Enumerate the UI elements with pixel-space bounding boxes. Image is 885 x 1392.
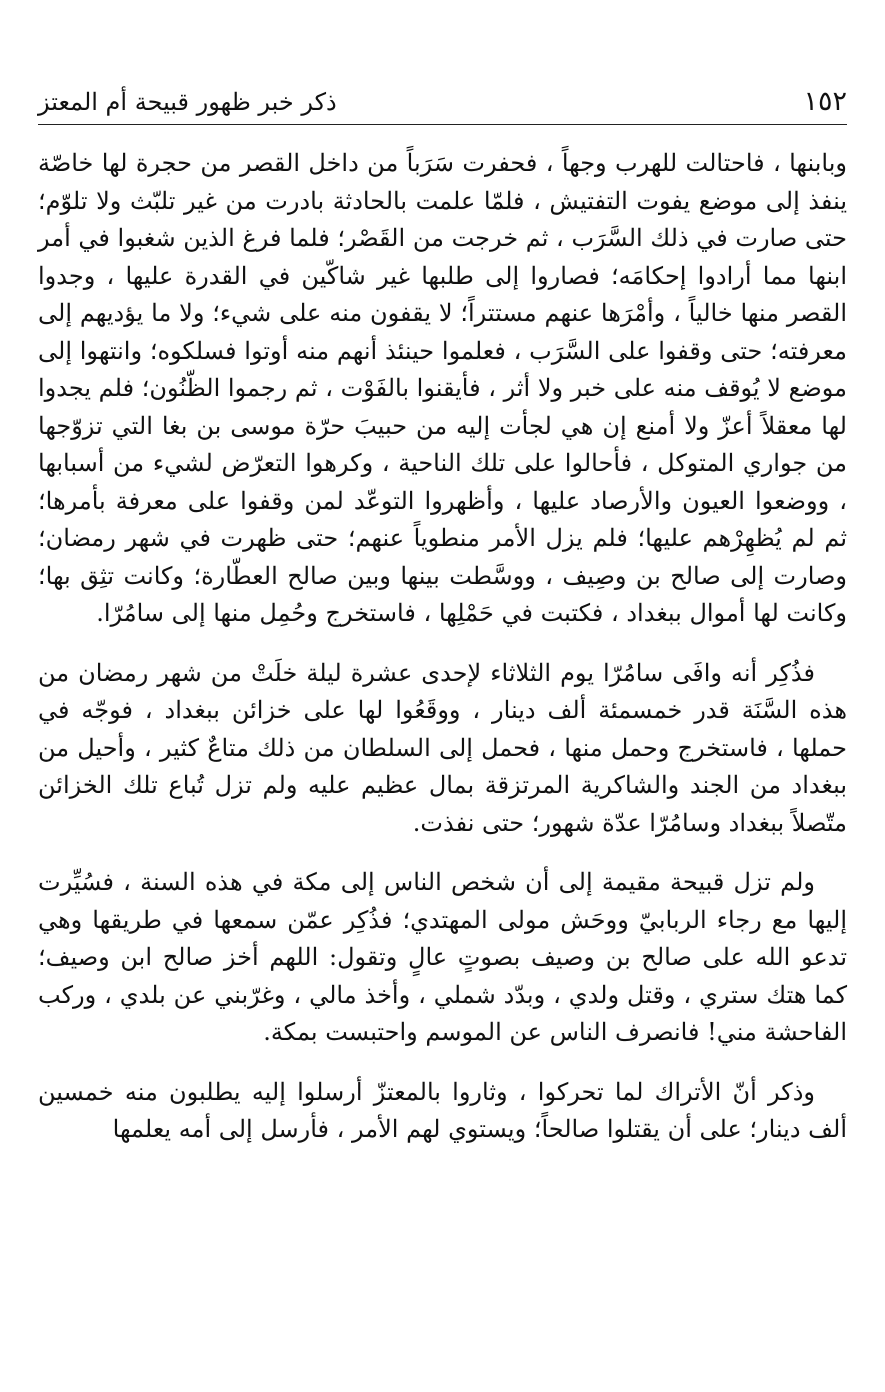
running-title: ذكر خبر ظهور قبيحة أم المعتز	[38, 88, 337, 116]
page-header	[38, 84, 847, 125]
paragraph: ولم تزل قبيحة مقيمة إلى أن شخص الناس إلى مكة في هذه السنة ، فسُيِّرت إليها مع رجاء الربابيّ ووحَش مولى المهتدي؛ فذُكِر عمّن سمعها في طريقها وهي تدعو الله على صالح بن وصيف بصوتٍ عالٍ وتقول: اللهم أخز صالح ابن وصيف؛ كما هتك ستري ، وقتل ولدي ، وبدّد شملي ، وأخذ مالي ، وغرّبني عن بلدي ، وركب الفاحشة مني! فانصرف الناس عن الموسم واحتبست بمكة.	[38, 868, 848, 1046]
page-number: ١٥٢	[803, 86, 847, 117]
paragraph: فذُكِر أنه وافَى سامُرّا يوم الثلاثاء لإحدى عشرة ليلة خلَتْ من شهر رمضان من هذه السَّنَة قدر خمسمئة ألف دينار ، ووقَعُوا لها على خزائن ببغداد ، فوجّه في حملها ، فاستخرج وحمل منها ، فحمل إلى السلطان من ذلك متاعٌ كثير ، وأحيل من ببغداد من الجند والشاكرية المرتزقة بمال عظيم عليه ولم تزل تُباع تلك الخزائن متّصلاً ببغداد وسامُرّا عدّة شهور؛ حتى نفذت.	[38, 658, 847, 837]
body-text	[38, 145, 847, 1149]
paragraph: وذكر أنّ الأتراك لما تحركوا ، وثاروا بالمعتزّ أرسلوا إليه يطلبون منه خمسين ألف دينار؛ على أن يقتلوا صالحاً؛ ويستوي لهم الأمر ، فأرسل إلى أمه يعلمها	[38, 1077, 847, 1143]
paragraph: وبابنها ، فاحتالت للهرب وجهاً ، فحفرت سَرَباً من داخل القصر من حجرة لها خاصّة ينفذ إلى موضع يفوت التفتيش ، فلمّا علمت بالحادثة بادرت من غير تلبّث ولا تلوّم؛ حتى صارت في ذلك السَّرَب ، ثم خرجت من القَصْر؛ فلما فرغ الذين شغبوا في أمر ابنها مما أرادوا إحكامَه؛ فصاروا إلى طلبها غير شاكّين في القدرة عليها ، وجدوا القصر منها خالياً ، وأمْرَها عنهم مستتراً؛ لا يقفون منه على شيء؛ ولا ما يؤديهم إلى معرفته؛ حتى وقفوا على السَّرَب ، فعلموا حينئذ أنهم منه أوتوا فسلكوه؛ وانتهوا إلى موضع لا يُوقف منه على خبر ولا أثر ، فأيقنوا بالفَوْت ، ثم رجموا الظّنُون؛ فلم يجدوا لها معقلاً أعزّ ولا أمنع إن هي لجأت إليه من حبيبَ حرّة موسى بن بغا التي تزوّجها من جواري المتوكل ، فأحالوا على تلك الناحية ، وكرهوا التعرّض لشيء من أسبابها ، ووضعوا العيون والأرصاد عليها ، وأظهروا التوعّد لمن وقفوا على معرفة بأمرها؛ ثم لم يُظهِرْهم عليها؛ فلم يزل الأمر منطوياً عنهم؛ حتى ظهرت في شهر رمضان؛ وصارت إلى صالح بن وصِيف ، ووسَّطت بينها وبين صالح العطّارة؛ وكانت تثِق بها؛ وكانت لها أموال ببغداد ، فكتبت في حَمْلِها ، فاستخرج وحُمِل منها إلى سامُرّا.	[38, 149, 847, 627]
